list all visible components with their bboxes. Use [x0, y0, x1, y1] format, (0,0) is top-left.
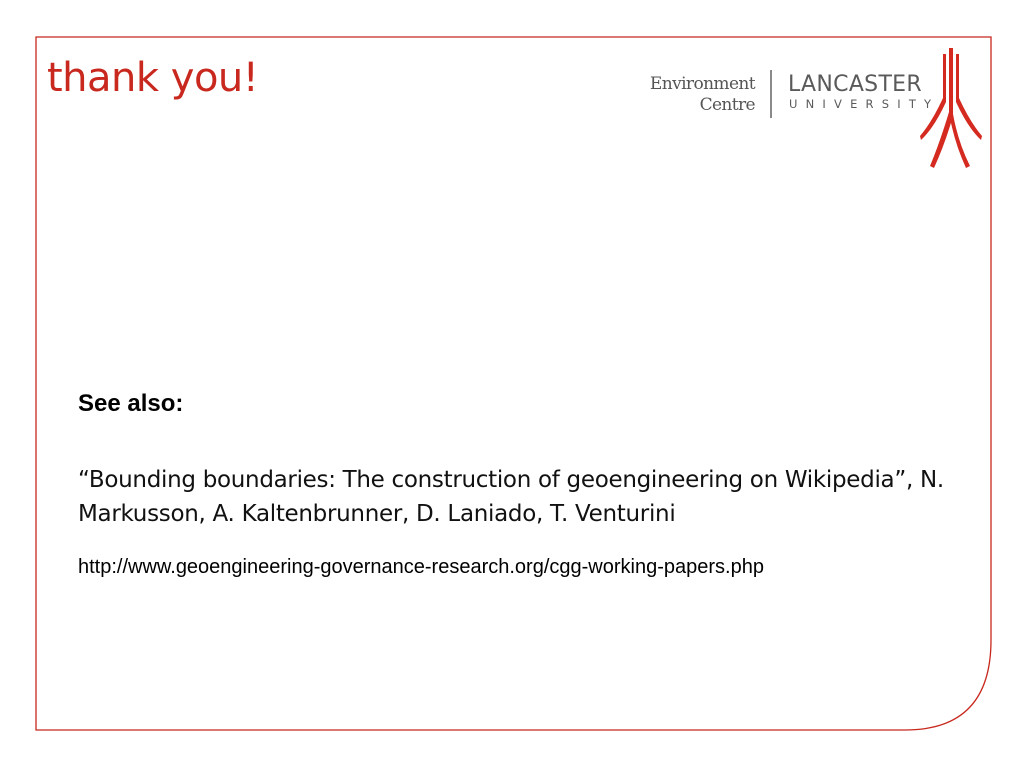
reference-citation: “Bounding boundaries: The construction of geoengineering on Wikipedia”, N. Markusson, A. Kaltenbrunner, D. Laniado, T. Venturini: [78, 466, 944, 528]
environment-centre-label-line2: Centre: [699, 95, 755, 115]
lancaster-wordmark: LANCASTER: [788, 72, 922, 97]
see-also-section: [78, 390, 958, 581]
logo-divider: [770, 70, 772, 118]
university-wordmark: UNIVERSITY: [789, 97, 940, 111]
lancaster-environment-centre-logo: [640, 44, 990, 174]
lancaster-university-mark-icon: [920, 44, 982, 170]
see-also-heading: See also:: [78, 390, 184, 417]
slide-title: thank you!: [47, 55, 259, 101]
environment-centre-label-line1: Environment: [649, 74, 755, 94]
working-papers-link[interactable]: http://www.geoengineering-governance-research.org/cgg-working-papers.php: [78, 555, 764, 578]
